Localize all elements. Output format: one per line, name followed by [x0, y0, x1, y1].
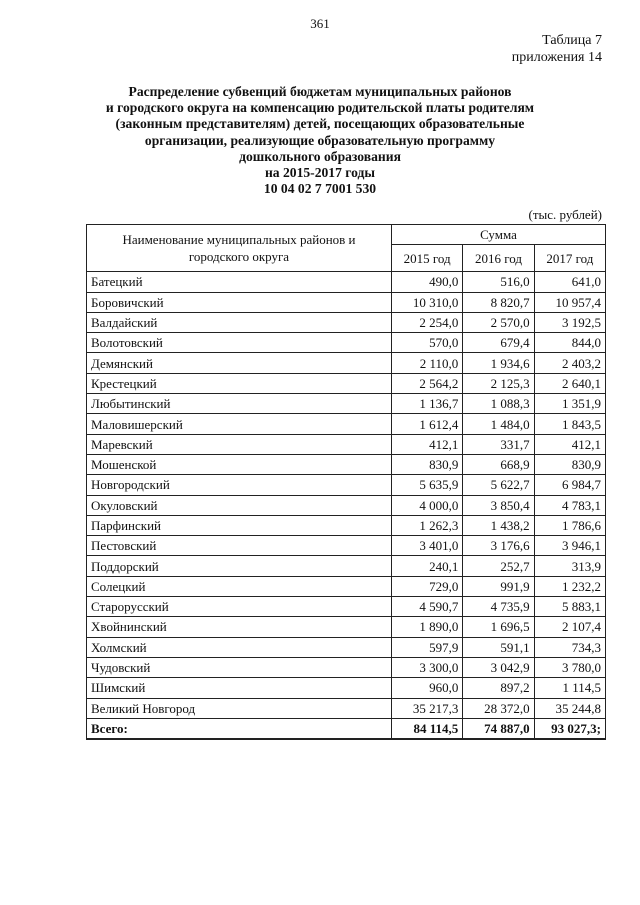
total-row — [87, 718, 606, 739]
table-row — [87, 373, 606, 393]
table-row — [87, 698, 606, 718]
amount-2017: 4 783,1 — [534, 495, 605, 515]
amount-2017: 641,0 — [534, 272, 605, 292]
amount-2017: 1 351,9 — [534, 394, 605, 414]
table-row — [87, 333, 606, 353]
table-row — [87, 475, 606, 495]
amount-2015: 5 635,9 — [391, 475, 462, 495]
header-year-2015: 2015 год — [391, 245, 462, 272]
amount-2015: 1 136,7 — [391, 394, 462, 414]
amount-2016: 897,2 — [463, 678, 534, 698]
amount-2015: 10 310,0 — [391, 292, 462, 312]
amount-2015: 729,0 — [391, 576, 462, 596]
header-sum: Сумма — [391, 225, 605, 245]
amount-2016: 28 372,0 — [463, 698, 534, 718]
amount-2016: 1 088,3 — [463, 394, 534, 414]
amount-2016: 74 887,0 — [463, 718, 534, 739]
heading-line: и городского округа на компенсацию родительской платы родителям — [105, 100, 535, 116]
amount-2017: 1 232,2 — [534, 576, 605, 596]
amount-2016: 516,0 — [463, 272, 534, 292]
amount-2015: 3 300,0 — [391, 657, 462, 677]
amount-2015: 4 590,7 — [391, 597, 462, 617]
header-year-2016: 2016 год — [463, 245, 534, 272]
amount-2015: 1 612,4 — [391, 414, 462, 434]
table-row — [87, 637, 606, 657]
amount-2017: 412,1 — [534, 434, 605, 454]
district-name: Чудовский — [87, 657, 392, 677]
table-row — [87, 597, 606, 617]
amount-2015: 960,0 — [391, 678, 462, 698]
amount-2015: 35 217,3 — [391, 698, 462, 718]
district-name: Холмский — [87, 637, 392, 657]
table-row — [87, 292, 606, 312]
district-name: Маревский — [87, 434, 392, 454]
subventions-table — [86, 224, 606, 740]
district-name: Волотовский — [87, 333, 392, 353]
amount-2016: 991,9 — [463, 576, 534, 596]
amount-2017: 1 843,5 — [534, 414, 605, 434]
amount-2017: 734,3 — [534, 637, 605, 657]
header-name: Наименование муниципальных районов и городского округа — [87, 225, 392, 272]
table-row — [87, 312, 606, 332]
table-row — [87, 272, 606, 292]
amount-2017: 1 786,6 — [534, 515, 605, 535]
amount-2017: 2 107,4 — [534, 617, 605, 637]
table-row — [87, 617, 606, 637]
amount-2015: 830,9 — [391, 454, 462, 474]
header-year-2017: 2017 год — [534, 245, 605, 272]
district-name: Великий Новгород — [87, 698, 392, 718]
heading-line: организации, реализующие образовательную программу — [144, 132, 496, 148]
district-name: Старорусский — [87, 597, 392, 617]
district-name: Солецкий — [87, 576, 392, 596]
amount-2017: 10 957,4 — [534, 292, 605, 312]
amount-2016: 252,7 — [463, 556, 534, 576]
amount-2016: 331,7 — [463, 434, 534, 454]
amount-2015: 412,1 — [391, 434, 462, 454]
amount-2015: 4 000,0 — [391, 495, 462, 515]
district-name: Любытинский — [87, 394, 392, 414]
district-name: Боровичский — [87, 292, 392, 312]
district-name: Новгородский — [87, 475, 392, 495]
amount-2016: 1 484,0 — [463, 414, 534, 434]
district-name: Мошенской — [87, 454, 392, 474]
district-name: Парфинский — [87, 515, 392, 535]
amount-2016: 668,9 — [463, 454, 534, 474]
amount-2015: 240,1 — [391, 556, 462, 576]
amount-2017: 3 780,0 — [534, 657, 605, 677]
district-name: Пестовский — [87, 536, 392, 556]
amount-2015: 490,0 — [391, 272, 462, 292]
district-name: Поддорский — [87, 556, 392, 576]
appendix-reference — [512, 32, 602, 66]
document-heading — [60, 84, 580, 197]
table-row — [87, 414, 606, 434]
district-name: Батецкий — [87, 272, 392, 292]
amount-2015: 1 890,0 — [391, 617, 462, 637]
units-label: (тыс. рублей) — [528, 207, 602, 222]
table-row — [87, 394, 606, 414]
table-row — [87, 556, 606, 576]
amount-2016: 1 934,6 — [463, 353, 534, 373]
amount-2015: 2 110,0 — [391, 353, 462, 373]
amount-2015: 2 254,0 — [391, 312, 462, 332]
heading-line: (законным представителям) детей, посещающих образовательные — [115, 116, 525, 132]
amount-2016: 5 622,7 — [463, 475, 534, 495]
amount-2016: 1 696,5 — [463, 617, 534, 637]
amount-2017: 6 984,7 — [534, 475, 605, 495]
amount-2017: 3 192,5 — [534, 312, 605, 332]
amount-2017: 3 946,1 — [534, 536, 605, 556]
heading-line: Распределение субвенций бюджетам муниципальных районов — [128, 84, 512, 99]
table-row — [87, 495, 606, 515]
district-name: Шимский — [87, 678, 392, 698]
amount-2017: 1 114,5 — [534, 678, 605, 698]
amount-2016: 8 820,7 — [463, 292, 534, 312]
amount-2016: 3 176,6 — [463, 536, 534, 556]
table-row — [87, 434, 606, 454]
district-name: Всего: — [87, 718, 392, 739]
amount-2016: 2 570,0 — [463, 312, 534, 332]
amount-2017: 93 027,3; — [534, 718, 605, 739]
table-row — [87, 515, 606, 535]
appendix-annex-label: приложения 14 — [511, 50, 602, 65]
table-row — [87, 454, 606, 474]
table-row — [87, 353, 606, 373]
heading-budget-code: 10 04 02 7 7001 530 — [263, 181, 377, 197]
amount-2017: 844,0 — [534, 333, 605, 353]
district-name: Маловишерский — [87, 414, 392, 434]
district-name: Демянский — [87, 353, 392, 373]
amount-2017: 830,9 — [534, 454, 605, 474]
amount-2015: 84 114,5 — [391, 718, 462, 739]
amount-2017: 5 883,1 — [534, 597, 605, 617]
appendix-table-label: Таблица 7 — [542, 33, 602, 48]
table-row — [87, 576, 606, 596]
amount-2017: 2 640,1 — [534, 373, 605, 393]
amount-2016: 591,1 — [463, 637, 534, 657]
amount-2015: 3 401,0 — [391, 536, 462, 556]
amount-2015: 2 564,2 — [391, 373, 462, 393]
district-name: Крестецкий — [87, 373, 392, 393]
district-name: Хвойнинский — [87, 617, 392, 637]
page-number: 361 — [310, 16, 330, 31]
table-row — [87, 657, 606, 677]
amount-2015: 1 262,3 — [391, 515, 462, 535]
amount-2017: 313,9 — [534, 556, 605, 576]
amount-2017: 2 403,2 — [534, 353, 605, 373]
amount-2017: 35 244,8 — [534, 698, 605, 718]
amount-2016: 2 125,3 — [463, 373, 534, 393]
amount-2016: 1 438,2 — [463, 515, 534, 535]
table-row — [87, 536, 606, 556]
district-name: Окуловский — [87, 495, 392, 515]
heading-line: на 2015-2017 годы — [264, 165, 376, 181]
amount-2015: 570,0 — [391, 333, 462, 353]
heading-line: дошкольного образования — [239, 148, 401, 164]
amount-2016: 3 850,4 — [463, 495, 534, 515]
amount-2016: 4 735,9 — [463, 597, 534, 617]
amount-2015: 597,9 — [391, 637, 462, 657]
amount-2016: 3 042,9 — [463, 657, 534, 677]
table-row — [87, 678, 606, 698]
amount-2016: 679,4 — [463, 333, 534, 353]
district-name: Валдайский — [87, 312, 392, 332]
